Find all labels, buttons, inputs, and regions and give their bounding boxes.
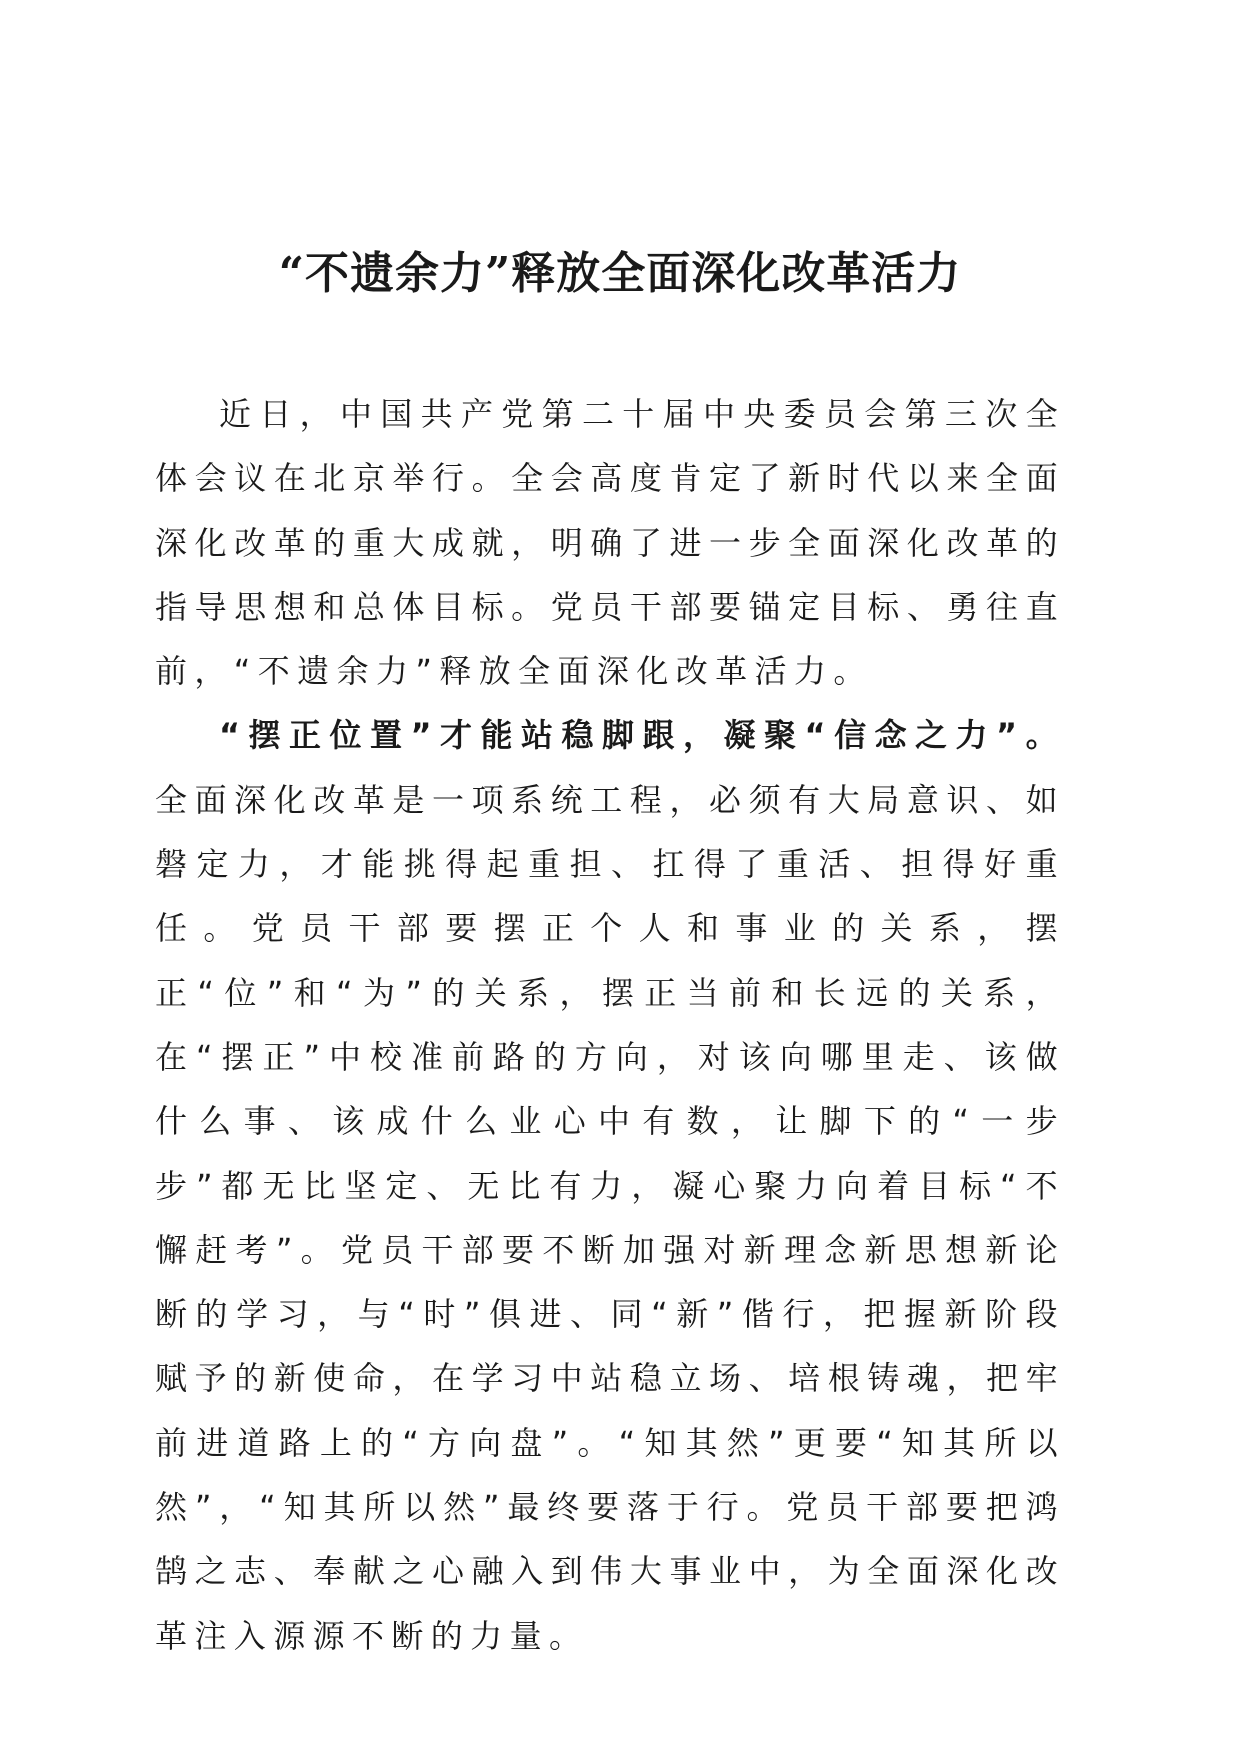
paragraph-positioning [155,703,1065,1667]
article-title: “不遗余力”释放全面深化改革活力 [278,248,962,299]
paragraph-body-text: 全面深化改革是一项系统工程，必须有大局意识、如磐定力，才能挑得起重担、扛得了重活、担得好重任。党员干部要摆正个人和事业的关系，摆正“位”和“为”的关系，摆正当前和长远的关系，在“摆正”中校准前路的方向，对该向哪里走、该做什么事、该成什么业心中有数，让脚下的“一步步”都无比坚定、无比有力，凝心聚力向着目标“不懈赶考”。党员干部要不断加强对新理念新思想新论断的学习，与“时”俱进、同“新”偕行，把握新阶段赋予的新使命，在学习中站稳立场、培根铸魂，把牢前进道路上的“方向盘”。“知其然”更要“知其所以然”，“知其所以然”最终要落于行。党员干部要把鸿鹄之志、奉献之心融入到伟大事业中，为全面深化改革注入源源不断的力量。 [155,780,1065,1655]
article-body [155,382,1065,1668]
paragraph-lead-heading: “摆正位置”才能站稳脚跟，凝聚“信念之力”。 [219,716,1065,755]
paragraph-intro: 近日，中国共产党第二十届中央委员会第三次全体会议在北京举行。全会高度肯定了新时代以来全面深化改革的重大成就，明确了进一步全面深化改革的指导思想和总体目标。党员干部要锚定目标、勇往直前，“不遗余力”释放全面深化改革活力。 [155,395,1065,691]
